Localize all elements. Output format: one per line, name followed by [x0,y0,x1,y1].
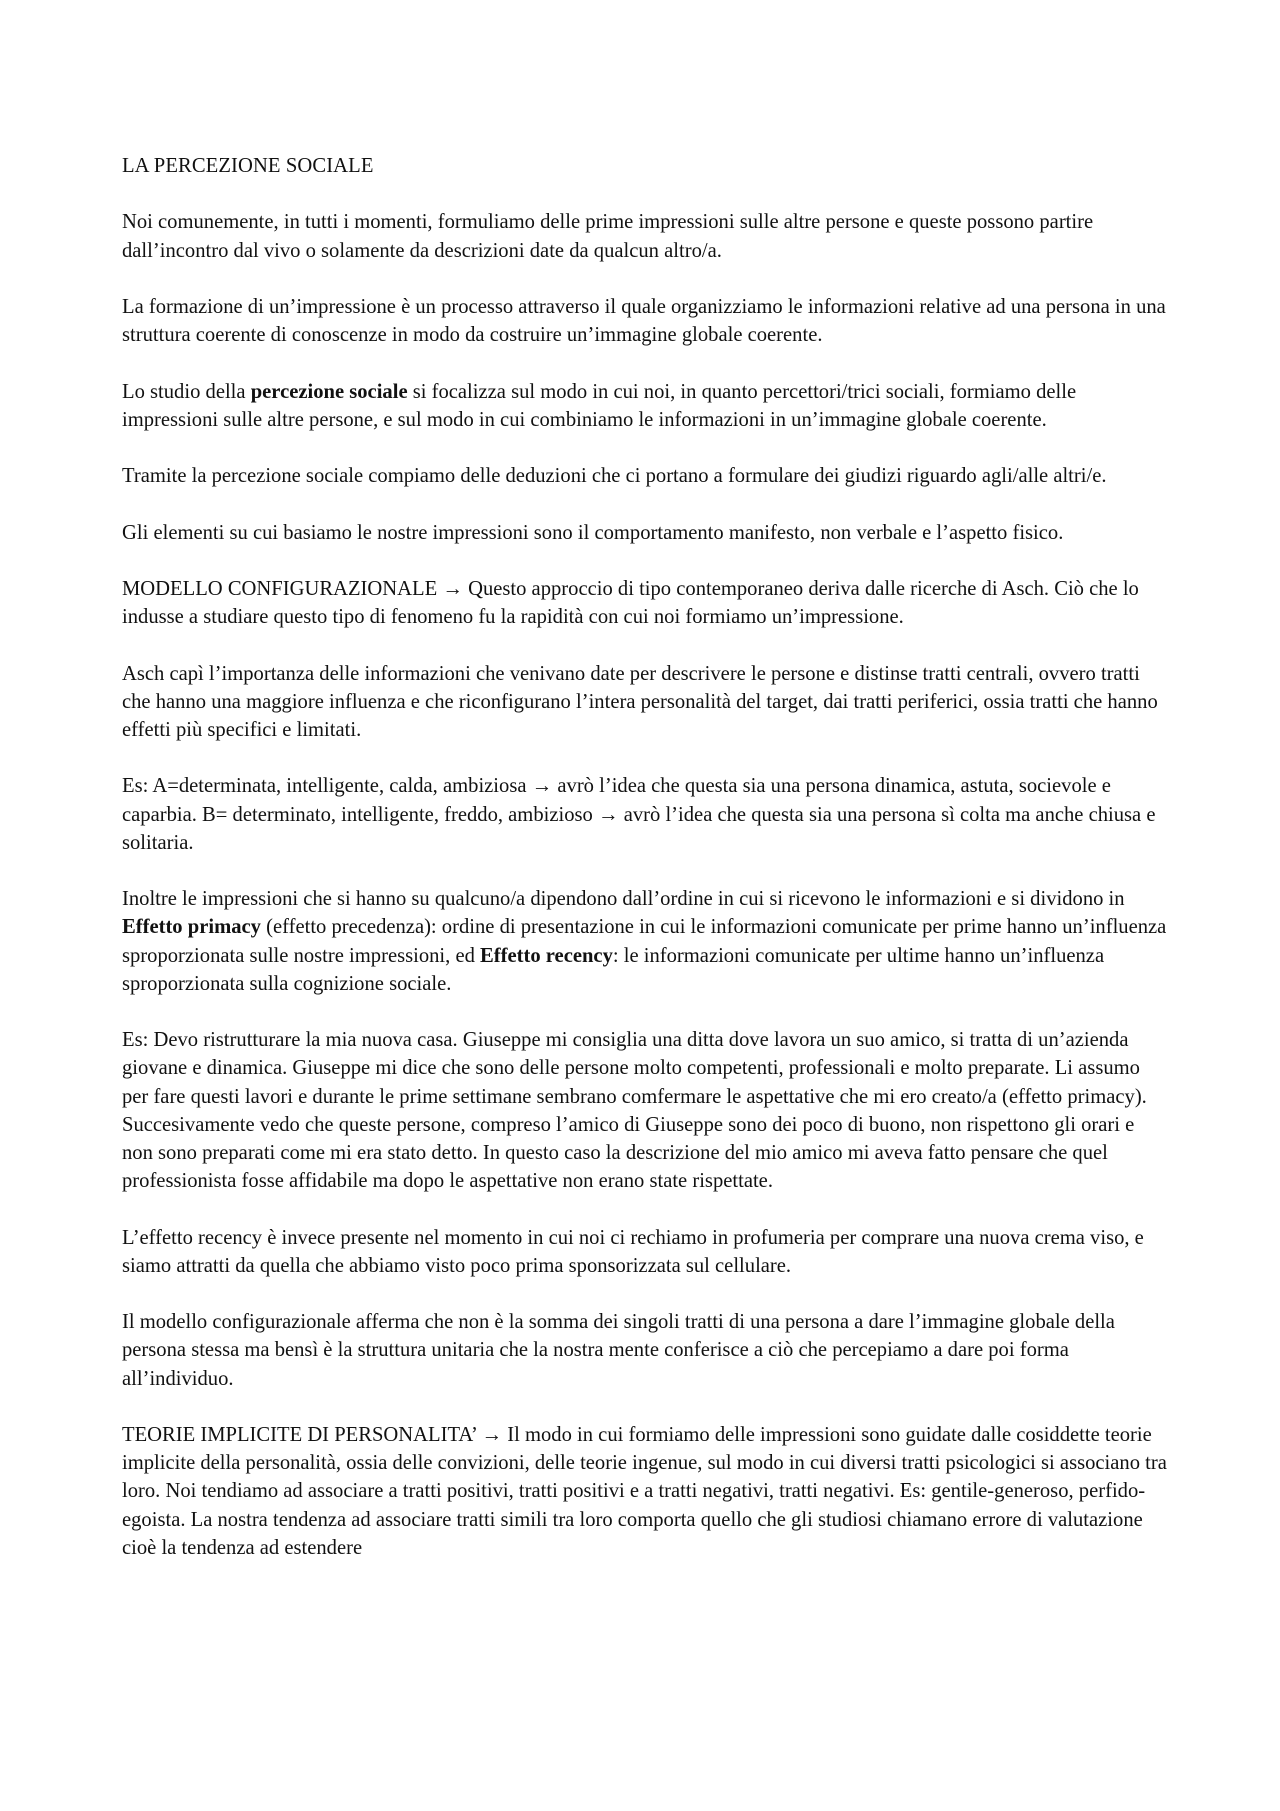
paragraph-8-text: avrò l’idea che questa sia una persona sì colta ma anche chiusa e solitaria. [122,803,1156,854]
paragraph-9-text: : le informazioni comunicate per ultime hanno un’influenza sproporzionata sulla cognizione sociale. [122,944,1105,995]
paragraph-1: Noi comunemente, in tutti i momenti, formuliamo delle prime impressioni sulle altre persone e queste possono partire dall’incontro dal vivo o solamente da descrizioni date da qualcun altro/a. [122,211,1094,262]
document-page [122,152,1170,1590]
paragraph-9-text: Inoltre le impressioni che si hanno su qualcuno/a dipendono dall’ordine in cui si ricevono le informazioni e si dividono in [122,888,1125,911]
right-arrow-icon: → [597,803,619,826]
paragraph-5: Gli elementi su cui basiamo le nostre impressioni sono il comportamento manifesto, non verbale e l’aspetto fisico. [122,521,1064,544]
bold-term-percezione-sociale: percezione sociale [250,380,408,403]
paragraph-3-text: si focalizza sul modo in cui noi, in quanto percettori/trici sociali, formiamo delle impressioni sulle altre persone, e sul modo in cui combiniamo le informazioni in un’immagine globale coerente. [122,380,1077,431]
paragraph-2: La formazione di un’impressione è un processo attraverso il quale organizziamo le informazioni relative ad una persona in una struttura coerente di conoscenze in modo da costruire un’immagine globale coerente. [122,295,1166,347]
paragraph-8 [122,772,1170,857]
paragraph-11: L’effetto recency è invece presente nel momento in cui noi ci rechiamo in profumeria per comprare una nuova crema viso, e siamo attratti da quella che abbiamo visto poco prima sponsorizzata sul cellulare. [122,1226,1144,1277]
section-heading-modello-configurazionale: MODELLO CONFIGURAZIONALE [122,577,438,600]
paragraph-9 [122,885,1170,998]
bold-term-effetto-recency: Effetto recency [480,944,613,967]
paragraph-6-text: Questo approccio di tipo contemporaneo deriva dalle ricerche di Asch. Ciò che lo indusse a studiare questo tipo di fenomeno fu la rapidità con cui noi formiamo un’impressione. [122,577,1139,629]
section-heading-teorie-implicite: TEORIE IMPLICITE DI PERSONALITA’ [122,1423,477,1446]
right-arrow-icon: → [442,577,463,600]
bold-term-effetto-primacy: Effetto primacy [122,916,261,939]
paragraph-12: Il modello configurazionale afferma che non è la somma dei singoli tratti di una persona a dare l’immagine globale della persona stessa ma bensì è la struttura unitaria che la nostra mente conferisce a ciò che percepiamo a dare poi forma all’individuo. [122,1311,1115,1390]
paragraph-6 [122,575,1170,631]
paragraph-13-text: Il modo in cui formiamo delle impressioni sono guidate dalle cosiddette teorie implicite della personalità, ossia delle convizioni, delle teorie ingenue, sul modo in cui diversi tratti psicologici si associano tra loro. Noi tendiamo ad associare a tratti positivi, tratti positivi e a tratti negativi, tratti negativi. Es: gentile-generoso, perfido-egoista. La nostra tendenza ad associare tratti simili tra loro comporta quello che gli studiosi chiamano errore di valutazione cioè la tendenza ad estendere [122,1423,1167,1559]
paragraph-8-text: Es: A=determinata, intelligente, calda, ambiziosa [122,775,527,798]
right-arrow-icon: → [531,775,553,798]
paragraph-13 [122,1421,1170,1562]
paragraph-3 [122,378,1170,434]
paragraph-9-text: (effetto precedenza): ordine di presentazione in cui le informazioni comunicate per prime hanno un’influenza sproporzionata sulle nostre impressioni, ed [122,916,1167,967]
paragraph-8-text: avrò l’idea che questa sia una persona dinamica, astuta, socievole e caparbia. B= determinato, intelligente, freddo, ambizioso [122,775,1111,826]
document-title: LA PERCEZIONE SOCIALE [122,155,374,177]
right-arrow-icon: → [481,1423,503,1446]
paragraph-4: Tramite la percezione sociale compiamo delle deduzioni che ci portano a formulare dei giudizi riguardo agli/alle altri/e. [122,465,1107,488]
paragraph-7: Asch capì l’importanza delle informazioni che venivano date per descrivere le persone e distinse tratti centrali, ovvero tratti che hanno una maggiore influenza e che riconfigurano l’intera personalità del target, dai tratti periferici, ossia tratti che hanno effetti più specifici e limitati. [122,662,1158,741]
paragraph-3-text: Lo studio della [122,380,251,403]
paragraph-10: Es: Devo ristrutturare la mia nuova casa. Giuseppe mi consiglia una ditta dove lavora un suo amico, si tratta di un’azienda giovane e dinamica. Giuseppe mi dice che sono delle persone molto competenti, professionali e molto preparate. Li assumo per fare questi lavori e durante le prime settimane sembrano comfermare le aspettative che mi ero creato/a (effetto primacy). Succesivamente vedo che queste persone, compreso l’amico di Giuseppe sono dei poco di buono, non rispettono gli orari e non sono preparati come mi era stato detto. In questo caso la descrizione del mio amico mi aveva fatto pensare che quel professionista fosse affidabile ma dopo le aspettative non erano state rispettate. [122,1029,1147,1193]
